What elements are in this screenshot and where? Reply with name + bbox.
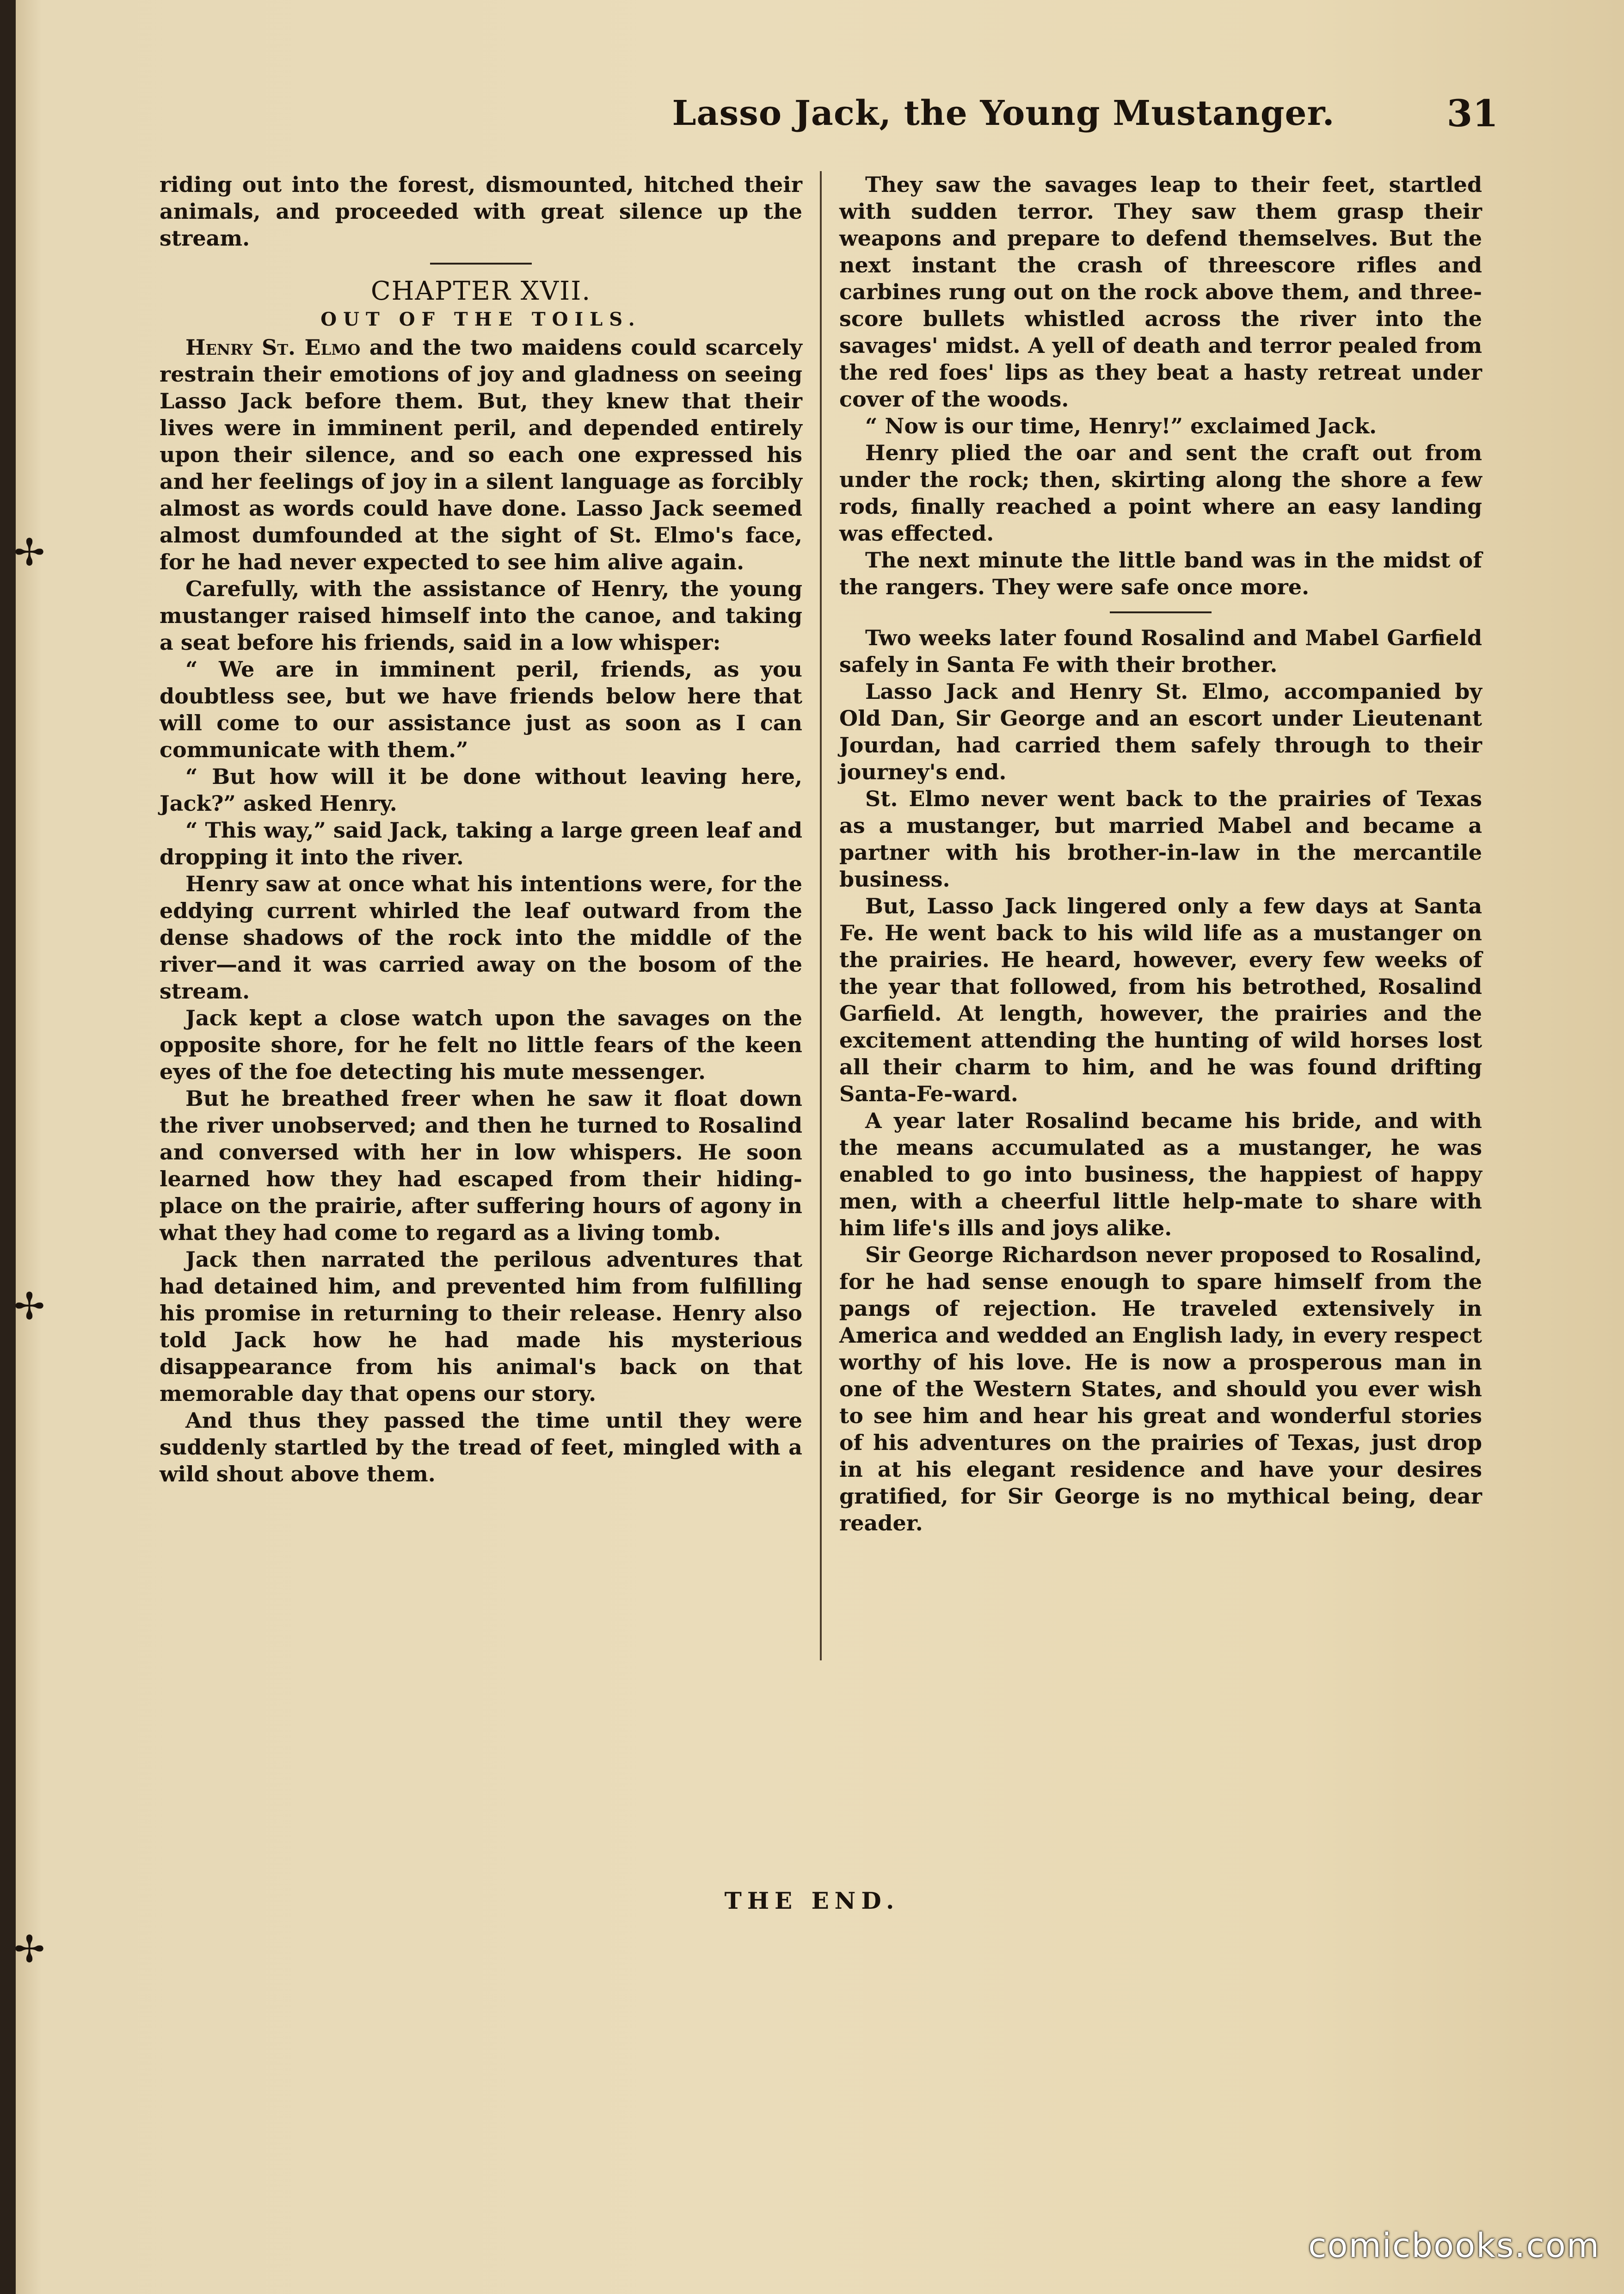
- binding-staple-mark: ✢: [14, 531, 45, 574]
- paragraph: Sir George Richardson never proposed to Rosalind, for he had sense enough to spare himself from the pangs of rejection. He traveled extensively in America and wedded an English lady, in every respect worthy of his love. He is now a prosperous man in one of the Western States, and should you ever wish to see him and hear his great and wonderful stories of his adventures on the prairies of Texas, just drop in at his elegant residence and have your desires gratified, for Sir George is no mythical being, dear reader.: [839, 1242, 1482, 1536]
- chapter-title: CHAPTER XVII.: [370, 276, 591, 306]
- binding-staple-mark: ✢: [14, 1285, 45, 1328]
- paragraph: Henry saw at once what his intentions were, for the eddying current whirled the leaf outward from the dense shadows of the rock into the middle of the river—and it was carried away on the bosom of the stream.: [160, 871, 802, 1004]
- the-end-label: THE END.: [724, 1887, 900, 1914]
- paragraph: [160, 334, 802, 575]
- paragraph: They saw the savages leap to their feet, startled with sudden terror. They saw them grasp their weapons and prepare to defend themselves. But the next instant the crash of threescore rifles and carbines rung out on the rock above them, and three-score bullets whistled across the river into the savages' midst. A yell of death and terror pealed from the red foes' lips as they beat a hasty retreat under cover of the woods.: [839, 172, 1482, 412]
- page-number: 31: [1446, 92, 1498, 135]
- section-rule: [1110, 611, 1212, 613]
- paragraph: Jack then narrated the perilous adventures that had detained him, and prevented him from fulfilling his promise in returning to their release. Henry also told Jack how he had made his mysterious disappearance from his animal's back on that memorable day that opens our story.: [160, 1247, 802, 1406]
- paragraph: A year later Rosalind became his bride, and with the means accumulated as a mustanger, he was enabled to go into business, the happiest of happy men, with a cheerful little help-mate to share with him life's ills and joys alike.: [839, 1108, 1482, 1240]
- paragraph: Lasso Jack and Henry St. Elmo, accompanied by Old Dan, Sir George and an escort under Lieutenant Jourdan, had carried them safely through to their journey's end.: [839, 679, 1482, 784]
- running-title: Lasso Jack, the Young Mustanger.: [672, 93, 1335, 133]
- binding-staple-mark: ✢: [14, 1928, 45, 1971]
- paragraph: Carefully, with the assistance of Henry, the young mustanger raised himself into the canoe, and taking a seat before his friends, said in a low whisper:: [160, 576, 802, 655]
- paragraph: “ Now is our time, Henry!” exclaimed Jack.: [865, 413, 1377, 438]
- paragraph: “ This way,” said Jack, taking a large green leaf and dropping it into the river.: [160, 818, 802, 870]
- section-rule: [430, 263, 532, 265]
- watermark-logo: comicbooks.com: [1308, 2226, 1600, 2265]
- paragraph: And thus they passed the time until they were suddenly startled by the tread of feet, mingled with a wild shout above them.: [160, 1408, 802, 1486]
- paragraph: riding out into the forest, dismounted, hitched their animals, and proceeded with great silence up the stream.: [160, 172, 802, 251]
- paragraph: Henry plied the oar and sent the craft out from under the rock; then, skirting along the shore a few rods, finally reached a point where an easy landing was effected.: [839, 440, 1482, 546]
- right-column: [839, 171, 1482, 1536]
- page-spine-edge: [0, 0, 16, 2294]
- paragraph-text: and the two maidens could scarcely restrain their emotions of joy and gladness on seeing Lasso Jack before them. But, they knew that their lives were in imminent peril, and depended entirely upon their silence, and so each one expressed his and her feelings of joy in a silent language as forcibly almost as words could have done. Lasso Jack seemed almost dumfounded at the sight of St. Elmo's face, for he had never expected to see him alive again.: [160, 335, 802, 574]
- paragraph: Two weeks later found Rosalind and Mabel Garfield safely in Santa Fe with their brother.: [839, 625, 1482, 677]
- paragraph: The next minute the little band was in the midst of the rangers. They were safe once more.: [839, 548, 1482, 599]
- paragraph: “ But how will it be done without leaving here, Jack?” asked Henry.: [160, 764, 802, 816]
- paragraph: But he breathed freer when he saw it float down the river unobserved; and then he turned to Rosalind and conversed with her in low whispers. He soon learned how they had escaped from their hiding-place on the prairie, after suffering hours of agony in what they had come to regard as a living tomb.: [160, 1086, 802, 1245]
- paragraph: “ We are in imminent peril, friends, as you doubtless see, but we have friends below here that will come to our assistance just as soon as I can communicate with them.”: [160, 657, 802, 762]
- chapter-subtitle: OUT OF THE TOILS.: [320, 308, 641, 330]
- paragraph: But, Lasso Jack lingered only a few days at Santa Fe. He went back to his wild life as a mustanger on the prairies. He heard, however, every few weeks of the year that followed, from his betrothed, Rosalind Garfield. At length, however, the prairies and the excitement attending the hunting of wild horses lost all their charm to him, and he was found drifting Santa-Fe-ward.: [839, 894, 1482, 1106]
- paragraph: St. Elmo never went back to the prairies of Texas as a mustanger, but married Mabel and became a partner with his brother-in-law in the mercantile business.: [839, 786, 1482, 892]
- column-divider: [820, 171, 822, 1660]
- left-column: [160, 171, 802, 1487]
- lead-in-name: Henry St. Elmo: [185, 335, 361, 360]
- paragraph: Jack kept a close watch upon the savages on the opposite shore, for he felt no little fears of the keen eyes of the foe detecting his mute messenger.: [160, 1005, 802, 1084]
